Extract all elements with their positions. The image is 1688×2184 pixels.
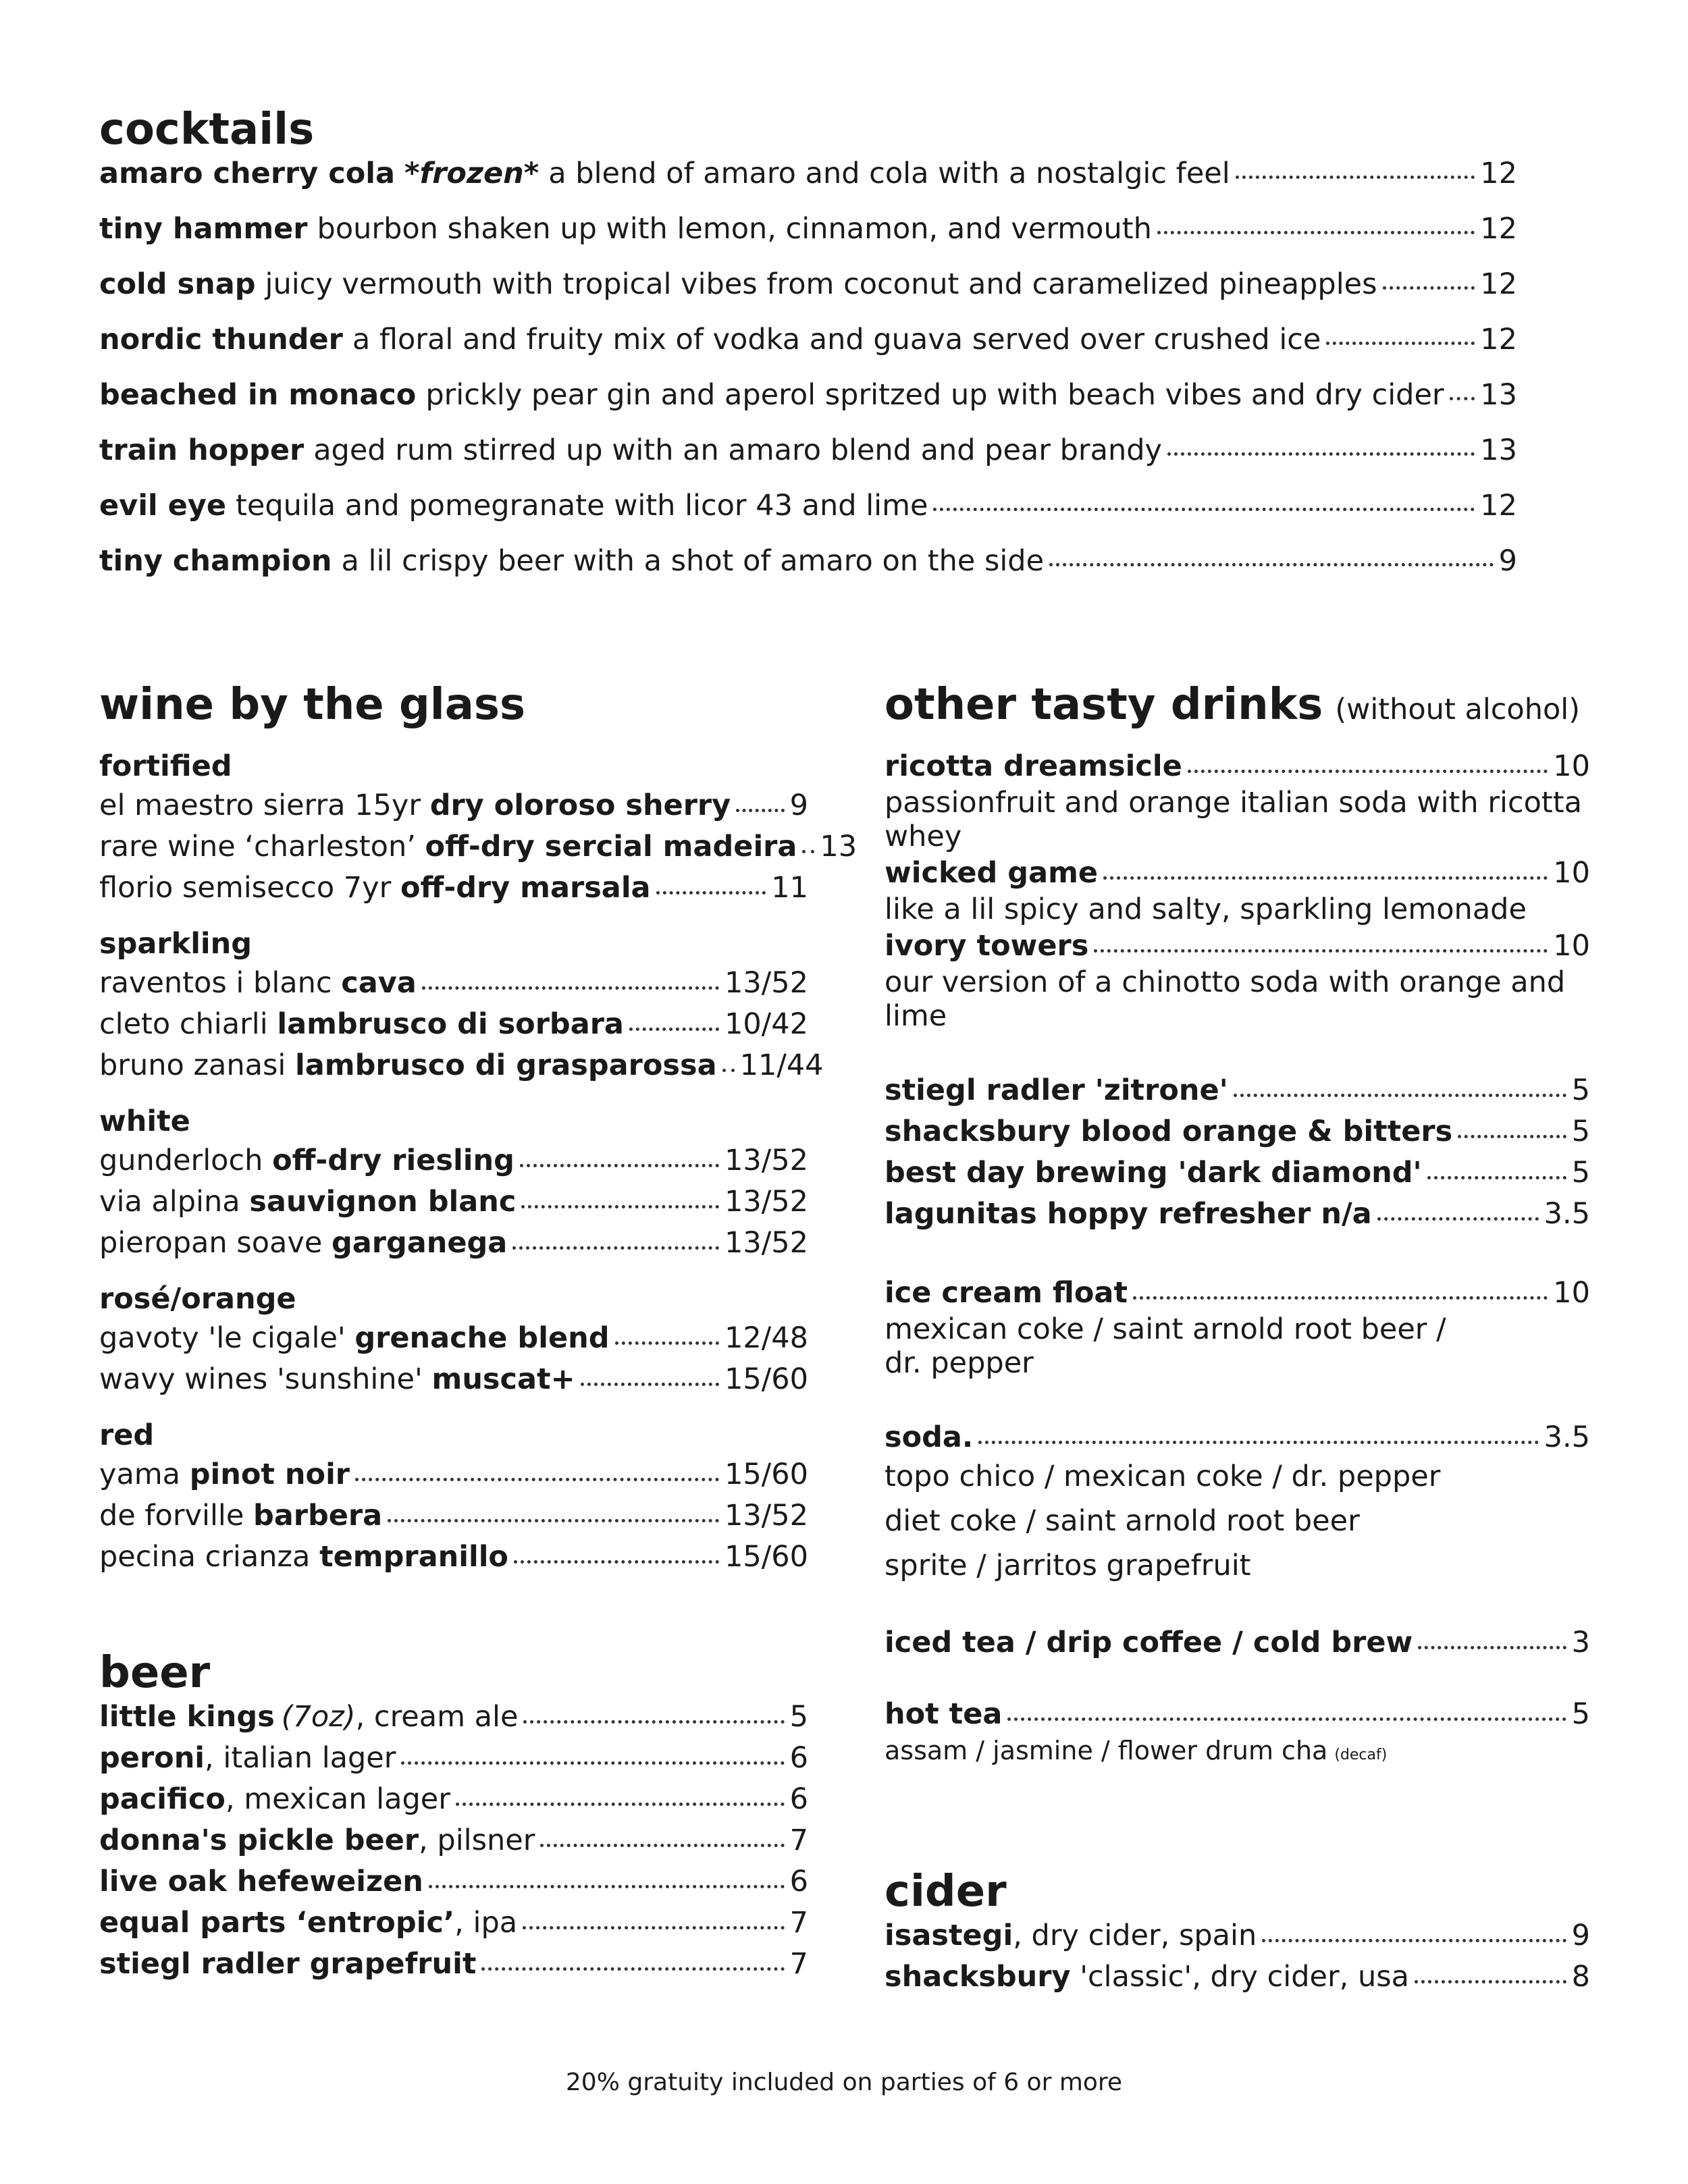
dot-leader (521, 1205, 719, 1208)
cocktail-item (99, 325, 1517, 381)
cocktail-description: tequila and pomegranate with licor 43 and lime (236, 489, 928, 523)
spacer (885, 1591, 1590, 1628)
wine-item (99, 1460, 808, 1501)
dot-leader (722, 1069, 735, 1072)
wine-item (99, 871, 808, 915)
cocktail-price: 13 (1480, 378, 1517, 412)
cocktail-description: a lil crispy beer with a shot of amaro on the side (341, 544, 1045, 578)
wine-producer: el maestro sierra 15yr (99, 789, 421, 822)
wine-text (99, 1007, 624, 1041)
beer-style: , italian lager (205, 1741, 396, 1775)
wine-price: 13/52 (724, 1185, 808, 1219)
wine-text (99, 1362, 575, 1396)
beer-name: stiegl radler grapefruit (99, 1947, 477, 1981)
spacer (885, 1385, 1590, 1423)
wine-price: 13/52 (724, 966, 808, 1000)
cocktail-item (99, 433, 1517, 491)
cocktail-name: tiny hammer (99, 212, 308, 246)
wine-category-sparkling: sparkling (99, 927, 253, 961)
dot-leader (1007, 1717, 1566, 1721)
wine-heading: wine by the glass (99, 680, 526, 730)
cocktail-price: 9 (1498, 544, 1517, 578)
wine-producer: gavoty 'le cigale' (99, 1321, 346, 1355)
beer-text (99, 1700, 519, 1734)
na-beer-price: 5 (1571, 1115, 1590, 1148)
cocktail-text (99, 159, 1230, 188)
dot-leader (1094, 949, 1548, 953)
non-alcoholic-list (885, 749, 1590, 1772)
wine-producer: yama (99, 1458, 181, 1491)
wine-style: pinot noir (189, 1458, 350, 1491)
cider-name: shacksbury (885, 1960, 1071, 1994)
wine-producer: de forville (99, 1499, 244, 1533)
wine-style: off-dry marsala (400, 871, 651, 905)
wine-text (99, 791, 731, 820)
dot-leader (1415, 1980, 1566, 1983)
wine-style: cava (341, 966, 417, 1000)
cocktail-item (99, 491, 1517, 547)
wine-style: tempranillo (319, 1540, 508, 1574)
dot-leader (523, 1720, 784, 1724)
cider-item (885, 1960, 1590, 2004)
cocktail-text (99, 491, 928, 521)
na-beer-price: 5 (1571, 1073, 1590, 1107)
wine-price: 11 (771, 871, 808, 905)
wine-producer: gunderloch (99, 1144, 263, 1177)
dot-leader (1383, 286, 1475, 290)
wine-item (99, 1321, 808, 1365)
hot-tea-options: assam / jasmine / flower drum cha (885, 1736, 1328, 1765)
float-price: 10 (1553, 1276, 1590, 1310)
house-soda-description: passionfruit and orange italian soda with ricotta whey (885, 786, 1582, 853)
wine-item (99, 1540, 808, 1584)
beer-item (99, 1906, 808, 1950)
beer-text (99, 1741, 396, 1775)
dot-leader (1262, 1939, 1566, 1942)
beer-item (99, 1782, 808, 1826)
house-soda-name-row (885, 929, 1590, 965)
dot-leader (456, 1803, 785, 1806)
wine-price: 13/52 (724, 1144, 808, 1177)
cocktail-item (99, 212, 1517, 270)
house-soda-price: 10 (1553, 856, 1590, 890)
wine-item (99, 1146, 808, 1188)
beer-item (99, 1700, 808, 1744)
cocktail-item (99, 544, 1517, 602)
beer-text (99, 1867, 423, 1896)
wine-item (99, 1048, 824, 1092)
cider-name: isastegi (885, 1919, 1013, 1952)
wine-producer: via alpina (99, 1185, 240, 1219)
cocktail-name: amaro cherry cola (99, 157, 396, 190)
beer-section (99, 1648, 808, 1991)
soda-name-row (885, 1420, 1590, 1457)
na-beer-name-row (885, 1073, 1590, 1117)
cocktail-text (99, 433, 1162, 467)
beer-name: donna's pickle beer (99, 1823, 419, 1857)
wine-text (99, 1146, 515, 1175)
wine-item (99, 1007, 808, 1051)
hot-tea-price: 5 (1571, 1697, 1590, 1731)
wine-style: muscat+ (431, 1362, 575, 1396)
na-beer-price: 3.5 (1544, 1197, 1590, 1231)
cider-text (885, 1960, 1409, 1994)
wine-text (99, 1499, 383, 1533)
wine-price: 13/52 (724, 1226, 808, 1260)
cocktail-name: tiny champion (99, 544, 332, 578)
cocktail-name: cold snap (99, 267, 256, 301)
float-name-row (885, 1276, 1590, 1312)
cocktail-name: beached in monaco (99, 378, 417, 412)
cocktails-section (99, 105, 1517, 602)
wine-style: off-dry sercial madeira (425, 830, 797, 863)
dot-leader (1167, 452, 1475, 456)
na-beer-name-row (885, 1117, 1590, 1158)
dot-leader (933, 508, 1475, 511)
beer-text (99, 1906, 518, 1940)
dot-leader (422, 986, 719, 990)
cocktail-text (99, 267, 1377, 301)
cider-section (885, 1867, 1590, 2004)
beer-price: 6 (789, 1782, 808, 1816)
house-soda-name: wicked game (885, 856, 1099, 890)
dot-leader (615, 1341, 720, 1345)
beer-price: 7 (789, 1823, 808, 1857)
wine-text (99, 1185, 517, 1219)
house-soda-name-row (885, 749, 1590, 786)
wine-style: lambrusco di grasparossa (295, 1048, 717, 1082)
house-soda-description: like a lil spicy and salty, sparkling lemonade (885, 893, 1527, 926)
wine-text (99, 1226, 508, 1260)
cocktail-price: 12 (1480, 267, 1517, 301)
cocktail-item (99, 378, 1517, 436)
na-beer-name: lagunitas hoppy refresher n/a (885, 1197, 1372, 1231)
wine-text (99, 1321, 610, 1355)
soda-options: topo chico / mexican coke / dr. pepper (885, 1460, 1441, 1493)
cocktail-price: 12 (1480, 489, 1517, 523)
non-alcoholic-section (885, 680, 1590, 1778)
dot-leader (656, 891, 766, 895)
wine-style: sauvignon blanc (249, 1185, 517, 1219)
dot-leader (1236, 176, 1475, 179)
hot-tea-name: hot tea (885, 1697, 1003, 1731)
dot-leader (1103, 876, 1548, 880)
cider-text (885, 1921, 1257, 1950)
wine-style: barbera (253, 1499, 383, 1533)
soda-price: 3.5 (1544, 1420, 1590, 1454)
wine-price: 15/60 (724, 1458, 808, 1491)
beer-name: live oak hefeweizen (99, 1865, 423, 1898)
wine-text (99, 1460, 350, 1489)
wine-item (99, 966, 808, 1010)
beer-price: 5 (789, 1700, 808, 1734)
soda-options: diet coke / saint arnold root beer (885, 1504, 1360, 1538)
cider-style: , dry cider, spain (1013, 1919, 1257, 1952)
cocktail-item (99, 267, 1517, 325)
cocktails-heading: cocktails (99, 105, 315, 155)
beer-price: 6 (789, 1741, 808, 1775)
na-beer-name-row (885, 1197, 1590, 1241)
beer-name: pacifico (99, 1782, 226, 1816)
wine-producer: florio semisecco 7yr (99, 871, 392, 905)
dot-leader (629, 1028, 719, 1031)
na-beer-name-row (885, 1158, 1590, 1200)
na-beer-name: shacksbury blood orange & bitters (885, 1115, 1453, 1148)
wine-producer: pecina crianza (99, 1540, 311, 1574)
cocktail-description: prickly pear gin and aperol spritzed up with beach vibes and dry cider (425, 378, 1444, 412)
coffee-price: 3 (1571, 1626, 1590, 1659)
cider-style: 'classic', dry cider, usa (1070, 1960, 1409, 1994)
wine-item (99, 1185, 808, 1229)
cocktail-description: a blend of amaro and cola with a nostalgic feel (548, 157, 1230, 190)
cocktail-name: evil eye (99, 489, 226, 523)
spacer (885, 1241, 1590, 1279)
beer-name: equal parts ‘entropic’ (99, 1906, 455, 1940)
dot-leader (1157, 231, 1475, 234)
na-beer-price: 5 (1571, 1156, 1590, 1190)
beer-heading: beer (99, 1648, 211, 1698)
dot-leader (1418, 1646, 1566, 1649)
cocktail-price: 12 (1480, 323, 1517, 356)
wine-item (99, 1226, 808, 1270)
wine-category-red: red (99, 1418, 155, 1452)
dot-leader (1458, 1135, 1566, 1138)
cocktail-name: nordic thunder (99, 323, 343, 356)
spacer (885, 1038, 1590, 1076)
wine-text (99, 966, 417, 1000)
non-alcoholic-title: other tasty drinks (885, 680, 1323, 730)
beer-text (99, 1823, 535, 1857)
beer-item (99, 1947, 808, 1991)
non-alcoholic-heading (885, 680, 1590, 730)
beer-price: 6 (789, 1865, 808, 1898)
beer-text (99, 1947, 477, 1981)
house-soda-name-row (885, 856, 1590, 893)
dot-leader (520, 1164, 719, 1167)
cocktail-name: train hopper (99, 433, 305, 467)
dot-leader (512, 1246, 719, 1250)
cocktail-price: 12 (1480, 157, 1517, 190)
beer-name: little kings (99, 1700, 275, 1734)
wine-text (99, 832, 797, 861)
wine-category-white: white (99, 1104, 190, 1138)
dot-leader (736, 809, 784, 812)
na-beer-name: stiegl radler 'zitrone' (885, 1073, 1228, 1107)
wine-price: 12/48 (724, 1321, 808, 1355)
house-soda-price: 10 (1553, 929, 1590, 963)
house-soda-price: 10 (1553, 749, 1590, 783)
cider-price: 8 (1571, 1960, 1590, 1994)
dot-leader (1234, 1094, 1566, 1097)
beer-list (99, 1700, 808, 1991)
cocktail-description: juicy vermouth with tropical vibes from coconut and caramelized pineapples (265, 267, 1377, 301)
wine-style: garganega (331, 1226, 508, 1260)
wine-style: grenache blend (354, 1321, 610, 1355)
dot-leader (481, 1967, 784, 1971)
dot-leader (1377, 1217, 1539, 1221)
cocktail-description: aged rum stirred up with an amaro blend and pear brandy (313, 433, 1162, 467)
beer-item (99, 1823, 808, 1867)
cocktail-description: a floral and fruity mix of vodka and guava served over crushed ice (352, 323, 1321, 356)
wine-style: dry oloroso sherry (429, 789, 731, 822)
coffee-name-row (885, 1628, 1590, 1662)
float-name: ice cream float (885, 1276, 1128, 1310)
cider-item (885, 1921, 1590, 1963)
house-soda-description: our version of a chinotto soda with orange and lime (885, 965, 1566, 1033)
beer-style: , mexican lager (225, 1782, 450, 1816)
wine-item (99, 791, 808, 832)
beer-style: , cream ale (355, 1700, 519, 1734)
cider-heading: cider (885, 1867, 1007, 1917)
wine-price: 15/60 (724, 1362, 808, 1396)
non-alcoholic-subtitle: (without alcohol) (1335, 693, 1580, 726)
cocktail-text (99, 325, 1321, 354)
dot-leader (429, 1885, 785, 1888)
wine-text (99, 1540, 508, 1574)
dot-leader (802, 850, 814, 853)
dot-leader (1427, 1176, 1566, 1179)
cocktail-text (99, 212, 1152, 246)
wine-item (99, 1501, 808, 1543)
wine-category-rose: rosé/orange (99, 1282, 296, 1316)
cocktail-description: bourbon shaken up with lemon, cinnamon, and vermouth (317, 212, 1152, 246)
dot-leader (401, 1761, 784, 1765)
cocktail-tag: *frozen* (404, 157, 539, 190)
cocktail-text (99, 544, 1045, 578)
wine-price: 13 (820, 830, 858, 863)
beer-name: peroni (99, 1741, 205, 1775)
cocktail-text (99, 378, 1444, 412)
spacer (885, 1662, 1590, 1700)
wine-producer: rare wine ‘charleston’ (99, 830, 416, 863)
wine-price: 11/44 (739, 1048, 824, 1082)
coffee-name: iced tea / drip coffee / cold brew (885, 1626, 1413, 1659)
soda-name: soda. (885, 1420, 974, 1454)
wine-style: off-dry riesling (272, 1144, 515, 1177)
dot-leader (514, 1560, 719, 1564)
wine-price: 15/60 (724, 1540, 808, 1574)
dot-leader (1188, 770, 1548, 773)
wine-producer: raventos i blanc (99, 966, 332, 1000)
cocktail-item (99, 159, 1517, 215)
wine-item (99, 830, 858, 874)
beer-item (99, 1867, 808, 1909)
dot-leader (1326, 342, 1475, 345)
cider-list (885, 1921, 1590, 2004)
wine-groups (99, 749, 858, 1584)
dot-leader (388, 1519, 719, 1522)
dot-leader (978, 1441, 1538, 1444)
wine-text (99, 1048, 717, 1082)
wine-producer: wavy wines 'sunshine' (99, 1362, 423, 1396)
beer-style: , ipa (454, 1906, 518, 1940)
soda-options: sprite / jarritos grapefruit (885, 1549, 1251, 1582)
dot-leader (355, 1478, 719, 1481)
wine-section (99, 680, 858, 1584)
beer-style: , pilsner (419, 1823, 535, 1857)
hot-tea-description (885, 1734, 1590, 1772)
beer-price: 7 (789, 1906, 808, 1940)
na-beer-name: best day brewing 'dark diamond' (885, 1156, 1422, 1190)
cider-price: 9 (1571, 1919, 1590, 1952)
wine-producer: bruno zanasi (99, 1048, 286, 1082)
house-soda-name: ricotta dreamsicle (885, 749, 1182, 783)
wine-price: 13/52 (724, 1499, 808, 1533)
hot-tea-name-row (885, 1697, 1590, 1734)
dot-leader (1450, 397, 1475, 400)
wine-price: 9 (789, 789, 808, 822)
house-soda-name: ivory towers (885, 929, 1089, 963)
wine-text (99, 871, 651, 905)
dot-leader (523, 1926, 785, 1929)
dot-leader (1133, 1296, 1548, 1300)
wine-category-fortified: fortified (99, 749, 232, 783)
wine-producer: pieropan soave (99, 1226, 323, 1260)
wine-style: lambrusco di sorbara (277, 1007, 624, 1041)
beer-item (99, 1741, 808, 1785)
beer-price: 7 (789, 1947, 808, 1981)
wine-price: 10/42 (724, 1007, 808, 1041)
beer-size: (7oz) (281, 1700, 356, 1734)
wine-producer: cleto chiarli (99, 1007, 268, 1041)
hot-tea-decaf-note: (decaf) (1334, 1747, 1388, 1763)
dot-leader (1049, 563, 1494, 566)
wine-item (99, 1362, 808, 1406)
gratuity-note: 20% gratuity included on parties of 6 or more (565, 2069, 1123, 2096)
beer-text (99, 1782, 450, 1816)
dot-leader (581, 1383, 719, 1386)
float-description: mexican coke / saint arnold root beer / dr. pepper (885, 1312, 1446, 1380)
cocktail-list (99, 159, 1517, 602)
cocktail-price: 13 (1480, 433, 1517, 467)
dot-leader (540, 1844, 784, 1847)
cocktail-price: 12 (1480, 212, 1517, 246)
